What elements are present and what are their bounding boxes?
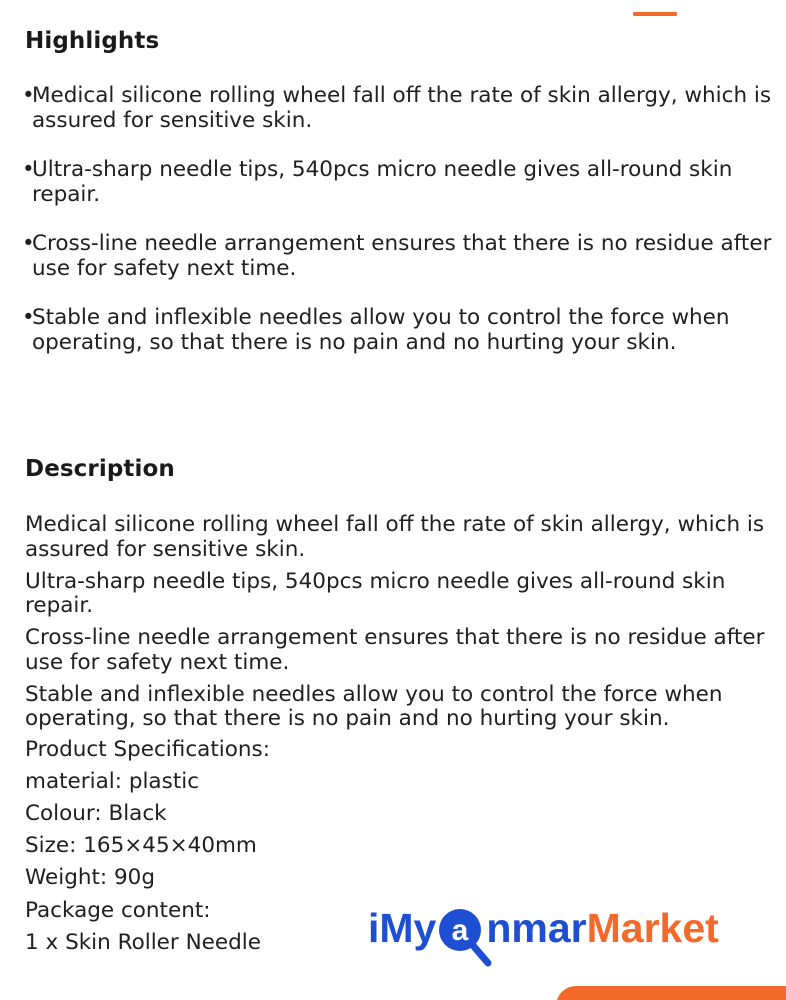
description-paragraph: Stable and inflexible needles allow you to control the force when operating, so that there is no pain and no hurting your skin. [25, 681, 723, 731]
description-body [25, 513, 765, 959]
highlight-item [22, 158, 772, 207]
description-title: Description [25, 456, 175, 482]
description-paragraph: Cross-line needle arrangement ensures that there is no residue after use for safety next time. [25, 625, 765, 675]
active-tab-indicator [633, 12, 677, 16]
description-paragraph: Medical silicone rolling wheel fall off the rate of skin allergy, which is assured for sensitive skin. [25, 512, 765, 562]
highlight-text: Stable and inflexible needles allow you to control the force when operating, so that there is no pain and no hurting your skin. [32, 305, 730, 355]
highlights-title: Highlights [25, 28, 160, 54]
spec-package-item: 1 x Skin Roller Needle [25, 929, 261, 955]
description-paragraph: Ultra-sharp needle tips, 540pcs micro needle gives all-round skin repair. [25, 568, 726, 618]
bullet: • [22, 305, 35, 330]
watermark-text-nmar: nmar [486, 905, 587, 951]
highlight-text: Medical silicone rolling wheel fall off the rate of skin allergy, which is assured for sensitive skin. [32, 83, 772, 133]
spec-package-heading: Package content: [25, 897, 211, 923]
bullet: • [22, 157, 35, 182]
spec-size: Size: 165×45×40mm [25, 833, 257, 859]
magnifier-icon [437, 898, 485, 958]
watermark-text-imy: iMy [368, 905, 437, 951]
spec-heading: Product Specifications: [25, 736, 270, 762]
spec-colour: Colour: Black [25, 800, 167, 826]
bottom-action-button[interactable] [556, 986, 786, 1000]
imyanmarmarket-watermark-logo [368, 898, 719, 978]
bullet: • [22, 231, 35, 256]
spec-weight: Weight: 90g [25, 865, 155, 891]
highlight-item [22, 232, 772, 281]
highlights-list [22, 84, 772, 380]
highlight-text: Cross-line needle arrangement ensures that there is no residue after use for safety next time. [32, 231, 772, 281]
highlight-item [22, 84, 772, 133]
highlight-item [22, 306, 772, 355]
bullet: • [22, 83, 35, 108]
watermark-letter-a: a [452, 914, 469, 947]
watermark-text-market: Market [586, 905, 719, 951]
spec-material: material: plastic [25, 768, 200, 794]
highlight-text: Ultra-sharp needle tips, 540pcs micro needle gives all-round skin repair. [32, 157, 733, 207]
